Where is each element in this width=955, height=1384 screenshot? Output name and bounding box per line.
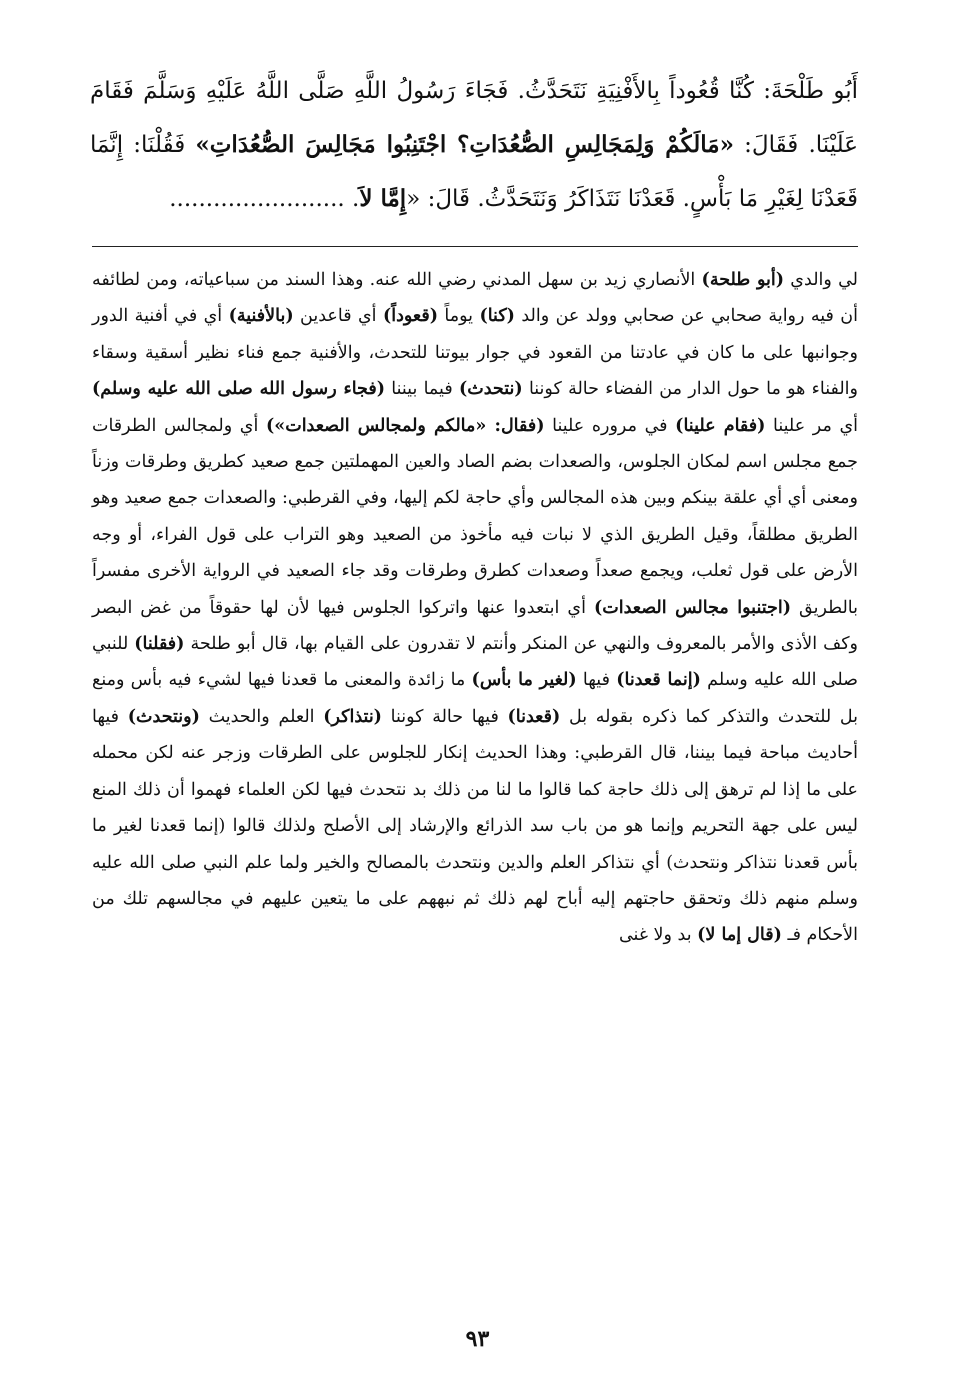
- commentary-segment: (لغير ما بأس): [471, 670, 577, 691]
- commentary-segment: أي في أفنية الدور وجوانبها على ما كان في عادتنا من القعود في جوار بيوتنا للتحدث، والأفنية جمع فناء نظير أسقية وسقاء والفناء هو ما حول الدار من الفضاء حالة كوننا: [92, 306, 858, 400]
- commentary-segment: ما زائدة والمعنى ما قعدنا فيها لشيء فيه بأس ومنع بل للتحدث والتذكر كما ذكره بقوله بل: [92, 670, 859, 727]
- commentary-segment: فيها: [576, 670, 617, 691]
- commentary-segment: أي ولمجالس الطرقات جمع مجلس اسم لمكان الجلوس، والصعدات بضم الصاد والعين المهملتين جمع صعيد كطريق وطرقات وزناً ومعنى أي أي علقة بينكم وبين هذه المجالس وأي حاجة لكم إليها، وفي القرطبي: والصعدات جمع صعيد وهو الطريق مطلقاً، وقيل الطريق الذي لا نبات فيه مأخوذ من الصعيد وهو التراب على قول الفراء، أو وجه الأرض على قول ثعلب، ويجمع صعداً وصعدات كطرق وطرقات وقد جاء الصعيد في الرواية الأخرى مفسراً بالطريق: [92, 415, 859, 618]
- commentary-segment: للنبي صلى الله عليه وسلم: [92, 634, 858, 691]
- hadith-paragraph: [90, 64, 858, 226]
- hadith-segment: «مَالَكُمْ وَلِمَجَالِسِ الصُّعُدَاتِ؟ اجْتَنِبُوا مَجَالِسَ الصُّعُدَاتِ»: [195, 131, 734, 158]
- commentary-segment: أي ابتعدوا عنها واتركوا الجلوس فيها لأن لها حقوقاً من غض البصر وكف الأذى والأمر بالمعروف والنهي عن المنكر وأنتم لا تقدرون على القيام بها، قال أبو طلحة: [92, 597, 858, 655]
- section-divider: [92, 246, 858, 247]
- hadith-segment: . ........................: [169, 186, 360, 212]
- commentary-segment: فيها حالة كوننا: [381, 706, 508, 727]
- commentary-segment: (بالأفنية): [228, 306, 294, 327]
- commentary-segment: (قعوداً): [382, 306, 439, 327]
- page-number: ٩٣: [465, 1326, 490, 1352]
- commentary-segment: فيما بيننا: [384, 379, 459, 400]
- commentary-segment: لي والدي: [784, 270, 858, 290]
- commentary-segment: فيها أحاديث مباحة فيما بيننا، قال القرطبي: وهذا الحديث إنكار للجلوس على الطرقات وزجر عنه لكن محمله على ما إذا لم ترهق إلى ذلك حاجة كما قالوا ما لنا من ذلك بد نتحدث فيها لكن العلماء فهموا أن ذلك المنع ليس على جهة التحريم وإنما هو من باب سد الذرائع والإرشاد إلى الأصلح ولذلك قالوا (إنما قعدنا لغير ما بأس قعدنا نتذاكر ونتحدث) أي نتذاكر العلم والدين ونتحدث بالمصالح والخير ولما علم النبي صلى الله عليه وسلم منهم ذلك وتحقق حاجتهم إليه أباح لهم ذلك ثم نبههم على ما يتعين عليهم في مجالسهم تلك من الأحكام فـ: [92, 706, 858, 946]
- hadith-segment: إِمَّا لاَ: [359, 185, 407, 212]
- commentary-segment: العلم والحديث: [199, 706, 324, 727]
- hadith-text: [90, 64, 858, 226]
- commentary-segment: الأنصاري زيد بن سهل المدني رضي الله عنه. وهذا السند من سباعياته، ومن لطائفه أن فيه رواية صحابي عن صحابي وولد عن والد: [92, 270, 858, 327]
- commentary-segment: (فقلنا): [134, 634, 185, 655]
- commentary-segment: أي مر علينا: [765, 415, 859, 436]
- commentary-text: [92, 262, 858, 954]
- commentary-segment: بد ولا غنى: [618, 925, 698, 946]
- commentary-segment: يوماً: [438, 306, 480, 327]
- commentary-paragraph: [92, 262, 858, 954]
- commentary-segment: (قعدنا): [507, 706, 561, 727]
- commentary-segment: (نتذاكر): [323, 706, 382, 727]
- commentary-segment: (كنا): [479, 306, 515, 327]
- commentary-segment: (فقام علينا): [675, 415, 766, 436]
- commentary-segment: أي قاعدين: [293, 306, 383, 327]
- commentary-segment: (قال إما لا): [697, 925, 782, 946]
- commentary-segment: (فقال: «مالكم ولمجالس الصعدات»): [266, 415, 545, 436]
- hadith-segment: فَقُلْنَا: إِنَّمَا قَعَدْنَا لِغَيْرِ مَا بَأْسٍ. قَعَدْنَا نَتَذَاكَرُ وَنَتَحَدَّثُ. قَالَ: «: [90, 132, 858, 212]
- hadith-segment: أَبُو طَلْحَةَ: كُنَّا قُعُوداً بِالأَفْنِيَةِ نَتَحَدَّثُ. فَجَاءَ رَسُولُ اللَّهِ صَلَّى اللَّهُ عَلَيْهِ وَسَلَّمَ فَقَامَ عَلَيْنَا. فَقَالَ:: [90, 78, 858, 158]
- commentary-segment: (إنما قعدنا): [616, 670, 701, 691]
- commentary-segment: (فجاء رسول الله صلى الله عليه وسلم): [92, 379, 385, 400]
- commentary-segment: (أبو طلحة): [701, 270, 785, 290]
- commentary-segment: في مروره علينا: [544, 415, 676, 436]
- commentary-segment: (اجتنبوا مجالس الصعدات): [593, 597, 791, 618]
- commentary-segment: (ونتحدث): [127, 706, 200, 727]
- commentary-segment: (نتحدث): [458, 379, 523, 400]
